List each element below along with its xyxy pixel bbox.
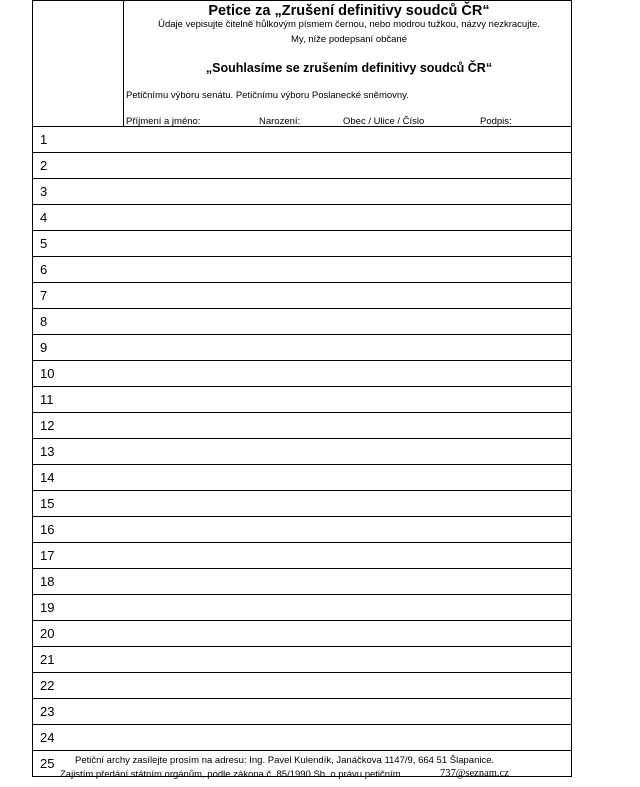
footer-law-text: Zajistím předání státním orgánům, podle zákona č. 85/1990 Sb. o právu petičním. <box>60 769 404 780</box>
table-row[interactable] <box>33 491 571 517</box>
row-number: 7 <box>40 288 48 303</box>
table-row[interactable] <box>33 439 571 465</box>
instructions-text: Údaje vepisujte čitelně hůlkovým písmem černou, nebo modrou tužkou, názvy nezkracujte. <box>158 19 540 30</box>
table-row[interactable] <box>33 283 571 309</box>
table-row[interactable] <box>33 621 571 647</box>
row-number: 1 <box>40 132 48 147</box>
row-number: 8 <box>40 314 48 329</box>
table-row[interactable] <box>33 699 571 725</box>
column-header-birth: Narození: <box>259 116 301 127</box>
table-row[interactable] <box>33 725 571 751</box>
table-row[interactable] <box>33 647 571 673</box>
table-row[interactable] <box>33 569 571 595</box>
table-row[interactable] <box>33 179 571 205</box>
row-number: 9 <box>40 340 48 355</box>
recipients-text: Petičnímu výboru senátu. Petičnímu výboru Poslanecké sněmovny. <box>126 90 409 101</box>
petition-subject: „Souhlasíme se zrušením definitivy soudců ČR“ <box>205 61 493 75</box>
table-row[interactable] <box>33 205 571 231</box>
row-number: 14 <box>40 470 55 485</box>
row-number: 23 <box>40 704 55 719</box>
table-row[interactable] <box>33 543 571 569</box>
stamp-box <box>33 1 124 127</box>
table-row[interactable] <box>33 153 571 179</box>
table-row[interactable] <box>33 517 571 543</box>
row-number: 12 <box>40 418 55 433</box>
row-number: 25 <box>40 756 55 771</box>
table-row[interactable] <box>33 413 571 439</box>
table-row[interactable] <box>33 127 571 153</box>
row-number: 5 <box>40 236 48 251</box>
row-number: 17 <box>40 548 55 563</box>
footer-send-to-text: Petiční archy zasílejte prosím na adresu: Ing. Pavel Kulendík, Janáčkova 1147/9, 664 51 Šlapanice. <box>75 755 495 766</box>
row-number: 24 <box>40 730 55 745</box>
column-header-signature: Podpis: <box>480 116 512 127</box>
column-header-address: Obec / Ulice / Číslo <box>343 116 425 127</box>
row-number: 18 <box>40 574 55 589</box>
footer-email: 737@seznam.cz <box>440 768 509 779</box>
row-number: 15 <box>40 496 55 511</box>
table-row[interactable] <box>33 309 571 335</box>
row-number: 22 <box>40 678 55 693</box>
row-number: 21 <box>40 652 55 667</box>
row-number: 4 <box>40 210 48 225</box>
row-number: 16 <box>40 522 55 537</box>
column-header-name: Příjmení a jméno: <box>126 116 201 127</box>
signers-text: My, níže podepsaní občané <box>290 34 407 45</box>
row-number: 2 <box>40 158 48 173</box>
table-row[interactable] <box>33 231 571 257</box>
table-row[interactable] <box>33 465 571 491</box>
table-row[interactable] <box>33 361 571 387</box>
header-box <box>32 0 572 127</box>
table-row[interactable] <box>33 595 571 621</box>
signature-table <box>32 126 572 777</box>
row-number: 19 <box>40 600 55 615</box>
row-number: 11 <box>40 392 54 407</box>
table-row[interactable] <box>33 335 571 361</box>
row-number: 13 <box>40 444 55 459</box>
table-row[interactable] <box>33 673 571 699</box>
row-number: 10 <box>40 366 55 381</box>
row-number: 20 <box>40 626 55 641</box>
table-row[interactable] <box>33 387 571 413</box>
row-number: 3 <box>40 184 48 199</box>
table-row[interactable] <box>33 257 571 283</box>
row-number: 6 <box>40 262 48 277</box>
petition-title: Petice za „Zrušení definitivy soudců ČR“ <box>208 3 490 19</box>
